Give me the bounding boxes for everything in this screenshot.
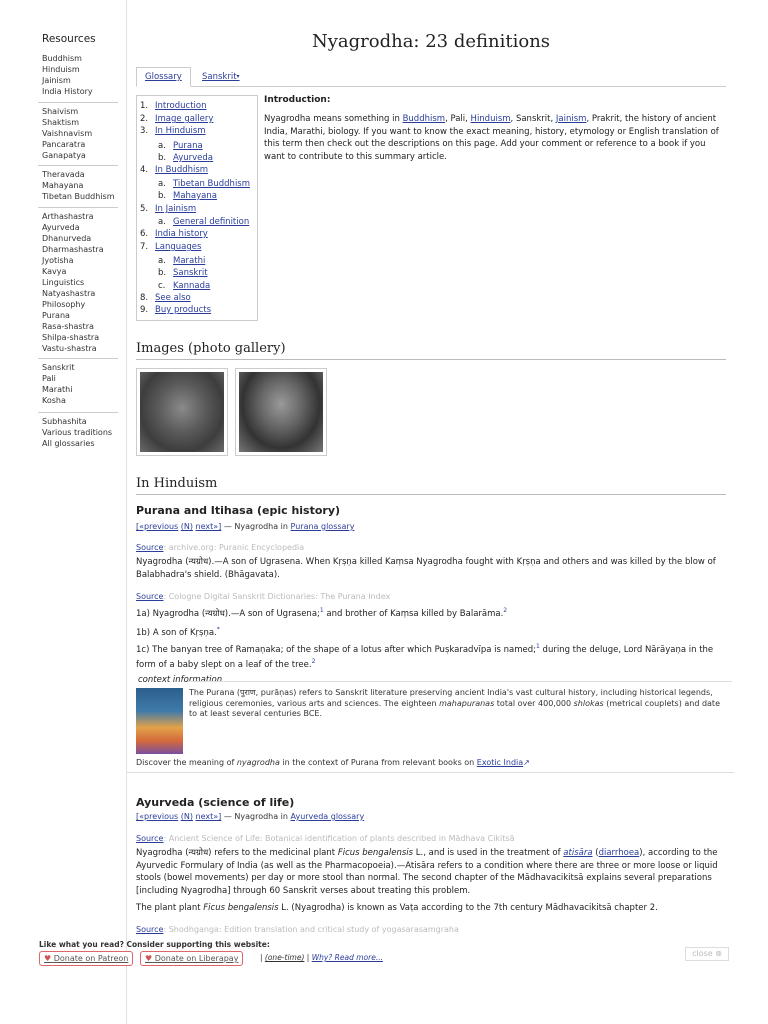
source-link[interactable]: Source bbox=[136, 592, 164, 601]
sidebar-group bbox=[42, 416, 120, 449]
sidebar-item-linguistics[interactable]: Linguistics bbox=[42, 278, 85, 287]
page-title: Nyagrodha: 23 definitions bbox=[311, 31, 551, 52]
sidebar-item-shilpa-shastra[interactable]: Shilpa-shastra bbox=[42, 333, 100, 342]
toc-number: a. bbox=[158, 256, 166, 266]
toc-link-india-history[interactable]: India history bbox=[155, 229, 208, 239]
toc-link-introduction[interactable]: Introduction bbox=[155, 101, 207, 111]
toc-item bbox=[140, 101, 206, 111]
def-text: Nyagrodha (न्यग्रोध) refers to the medicinal plant bbox=[136, 848, 338, 858]
donate-liberapay-label: Donate on Liberapay bbox=[154, 954, 239, 963]
sidebar-item-vastu-shastra[interactable]: Vastu-shastra bbox=[42, 344, 97, 353]
ayurveda-glossary-link[interactable]: Ayurveda glossary bbox=[290, 812, 365, 821]
toc-number: c. bbox=[158, 281, 166, 291]
sidebar-divider bbox=[38, 102, 118, 103]
sidebar-group bbox=[42, 211, 120, 354]
sidebar-item-arthashastra[interactable]: Arthashastra bbox=[42, 212, 94, 221]
sidebar-item-subhashita[interactable]: Subhashita bbox=[42, 417, 87, 426]
sidebar-item-ayurveda[interactable]: Ayurveda bbox=[42, 223, 80, 232]
toc-number: 5. bbox=[140, 204, 149, 214]
sidebar-item-shaivism[interactable]: Shaivism bbox=[42, 107, 79, 116]
sidebar-divider bbox=[38, 358, 118, 359]
sculpture-image bbox=[239, 372, 323, 452]
one-time-note: | (one-time) | Why? Read more... bbox=[260, 953, 383, 962]
toc-item bbox=[140, 305, 211, 315]
sidebar-item-rasa-shastra[interactable]: Rasa-shastra bbox=[42, 322, 94, 331]
toc-item bbox=[140, 204, 196, 214]
sidebar-group bbox=[42, 169, 120, 202]
sidebar bbox=[0, 0, 127, 1024]
toc-number: 9. bbox=[140, 305, 149, 315]
purana-nav bbox=[136, 522, 354, 531]
table-of-contents bbox=[136, 95, 258, 321]
diarrhoea-link[interactable]: diarrhoea bbox=[598, 848, 640, 858]
toc-link-in-buddhism[interactable]: In Buddhism bbox=[155, 165, 209, 175]
def-text: L. (Nyagrodha) is known as Vaṭa according to the 7th century Mādhavacikitsā chapter 2. bbox=[278, 903, 658, 913]
toc-item bbox=[158, 281, 210, 291]
footnote-ref[interactable]: 1 bbox=[319, 607, 324, 614]
one-time-text: (one-time) bbox=[264, 953, 305, 962]
toc-item bbox=[140, 242, 201, 252]
toc-number: b. bbox=[158, 268, 167, 278]
def-em: Ficus bengalensis bbox=[203, 903, 279, 913]
def-text: during the deluge, Lord Nārāyaṇa in the form of a baby slept on a leaf of the tree. bbox=[136, 644, 714, 671]
sidebar-item-hinduism[interactable]: Hinduism bbox=[42, 65, 80, 74]
toc-number: 6. bbox=[140, 229, 149, 239]
toc-link-tibetan-buddhism[interactable]: Tibetan Buddhism bbox=[173, 179, 251, 189]
sidebar-item-philosophy[interactable]: Philosophy bbox=[42, 300, 86, 309]
sidebar-group bbox=[42, 362, 120, 406]
toc-number: 3. bbox=[140, 126, 149, 136]
donate-patreon-label: Donate on Patreon bbox=[53, 954, 129, 963]
def-text: 1a) Nyagrodha (न्यग्रोध).—A son of Ugrasena; bbox=[136, 608, 320, 619]
sidebar-item-all-glossaries[interactable]: All glossaries bbox=[42, 439, 95, 448]
toc-item bbox=[140, 114, 213, 124]
tab-sanskrit-label: Sanskrit bbox=[202, 72, 237, 82]
ctx-part: The Purana (पुराण, purāṇas) refers to Sanskrit literature preserving ancient India's vast cultural history, including historical legends, religious ceremonies, various arts and sciences. The eighteen bbox=[189, 688, 713, 708]
source-line bbox=[136, 592, 390, 601]
ayurveda-nav bbox=[136, 812, 364, 821]
crumb-text: — Nyagrodha in bbox=[221, 522, 291, 531]
toc-item bbox=[158, 268, 208, 278]
def-text: L., and is used in the treatment of bbox=[413, 848, 564, 858]
sidebar-item-buddhism[interactable]: Buddhism bbox=[42, 54, 82, 63]
ayurveda-definition: Nyagrodha (न्यग्रोध) refers to the medicinal plant Ficus bengalensis L., and is used in the treatment of atisāra (diarrhoea), according to the Ayurvedic Formulary of India (as well as the Pharmacopoeia).—Atisāra refers to a condition where there are three or more loose or liquid stools (bowel movements) per day or more stool than normal. The second chapter of the Mādhavacikitsā explains several preparations [including Nyagrodha] through 60 Sanskrit verses about treating this problem. bbox=[136, 848, 718, 896]
toc-number: b. bbox=[158, 191, 167, 201]
ctx-em: shlokas bbox=[573, 698, 604, 708]
sidebar-item-pali[interactable]: Pali bbox=[42, 374, 56, 383]
def-text: The plant plant bbox=[136, 903, 204, 913]
toc-link-ayurveda[interactable]: Ayurveda bbox=[173, 153, 214, 163]
intro-text-part: , Pali, bbox=[445, 114, 471, 124]
footnote-ref[interactable]: 1 bbox=[536, 643, 540, 650]
toc-link-image-gallery[interactable]: Image gallery bbox=[155, 114, 214, 124]
heart-icon: ♥ bbox=[145, 954, 153, 963]
intro-text bbox=[264, 113, 726, 163]
sidebar-item-mahayana[interactable]: Mahayana bbox=[42, 181, 84, 190]
source-link[interactable]: Source bbox=[136, 834, 164, 843]
toc-link-sanskrit[interactable]: Sanskrit bbox=[173, 268, 208, 278]
link-hinduism[interactable]: Hinduism bbox=[470, 114, 511, 124]
discover-text: Discover the meaning of bbox=[136, 758, 237, 767]
sidebar-item-various-traditions[interactable]: Various traditions bbox=[42, 428, 113, 437]
toc-number: 8. bbox=[140, 293, 149, 303]
sidebar-item-natyashastra[interactable]: Natyashastra bbox=[42, 289, 96, 298]
toc-number: 4. bbox=[140, 165, 149, 175]
source-text: : Ancient Science of Life: Botanical identification of plants described in Mādhava Cikitsā bbox=[163, 834, 515, 843]
sidebar-item-dhanurveda[interactable]: Dhanurveda bbox=[42, 234, 92, 243]
n-link[interactable]: (N) bbox=[180, 812, 193, 821]
divider bbox=[188, 681, 732, 682]
atisara-link[interactable] bbox=[563, 848, 592, 858]
purana-heading: Purana and Itihasa (epic history) bbox=[136, 504, 341, 517]
section-heading-hinduism: In Hinduism bbox=[136, 476, 726, 495]
source-line bbox=[136, 543, 304, 552]
def-em: atisāra bbox=[563, 848, 593, 858]
sidebar-group bbox=[42, 106, 120, 161]
discover-em: nyagrodha bbox=[236, 758, 280, 767]
ayurveda-definition-2 bbox=[136, 902, 726, 915]
toc-link-kannada[interactable]: Kannada bbox=[173, 281, 211, 291]
toc-item bbox=[140, 165, 208, 175]
crumb-text: — Nyagrodha in bbox=[221, 812, 291, 821]
why-read-more-link[interactable]: Why? Read more... bbox=[311, 953, 383, 962]
intro-heading: Introduction: bbox=[264, 95, 331, 105]
sidebar-divider bbox=[38, 165, 118, 166]
sidebar-item-shaktism[interactable]: Shaktism bbox=[42, 118, 80, 127]
sidebar-title: Resources bbox=[42, 33, 96, 45]
toc-item bbox=[140, 229, 208, 239]
purana-illustration bbox=[136, 688, 183, 754]
sidebar-item-dharmashastra[interactable]: Dharmashastra bbox=[42, 245, 104, 254]
previous-link[interactable]: [«previous bbox=[136, 522, 179, 531]
toc-link-languages[interactable]: Languages bbox=[155, 242, 202, 252]
discover-line bbox=[136, 758, 530, 767]
link-buddhism[interactable]: Buddhism bbox=[402, 114, 446, 124]
toc-item bbox=[140, 126, 206, 136]
toc-number: a. bbox=[158, 179, 166, 189]
toc-item bbox=[158, 179, 250, 189]
source-line bbox=[136, 925, 459, 934]
def-text: 1b) A son of Kṛṣṇa. bbox=[136, 627, 217, 638]
intro-text-part: , Prakrit, the history of ancient India, Marathi, biology. If you want to know the exact meaning, history, etymology or English translation of this term then check out the descriptions on this page. Add your comment or reference to a book if you want to contribute to this summary article. bbox=[264, 114, 719, 162]
toc-number: 1. bbox=[140, 101, 149, 111]
divider bbox=[127, 772, 734, 773]
toc-item bbox=[158, 141, 203, 151]
sidebar-item-purana[interactable]: Purana bbox=[42, 311, 70, 320]
sidebar-divider bbox=[38, 412, 118, 413]
tab-bar bbox=[136, 67, 726, 87]
intro-text-part: , Sanskrit, bbox=[510, 114, 556, 124]
sidebar-item-jyotisha[interactable]: Jyotisha bbox=[42, 256, 74, 265]
sidebar-item-theravada[interactable]: Theravada bbox=[42, 170, 85, 179]
donate-liberapay-button[interactable] bbox=[140, 951, 243, 966]
gallery-heading: Images (photo gallery) bbox=[136, 341, 726, 360]
toc-link-mahayana[interactable]: Mahayana bbox=[173, 191, 217, 201]
context-label: context information bbox=[138, 675, 223, 685]
source-link[interactable]: Source bbox=[136, 925, 164, 934]
ctx-part: (metrical couplets) and date to at least several centuries BCE. bbox=[189, 698, 720, 718]
previous-link[interactable]: [«previous bbox=[136, 812, 179, 821]
context-text bbox=[189, 688, 729, 720]
tab-glossary[interactable]: Glossary bbox=[136, 67, 191, 87]
ayurveda-heading: Ayurveda (science of life) bbox=[136, 796, 295, 809]
source-line bbox=[136, 834, 514, 843]
toc-item bbox=[158, 191, 217, 201]
toc-item bbox=[158, 153, 213, 163]
toc-link-general-definition[interactable]: General definition bbox=[173, 217, 250, 227]
donate-patreon-button[interactable] bbox=[39, 951, 133, 966]
source-text: : Shodhganga: Edition translation and critical study of yogasarasamgraha bbox=[163, 925, 459, 934]
chevron-down-icon: ▾ bbox=[236, 73, 240, 80]
toc-number: b. bbox=[158, 153, 167, 163]
footnote-ref[interactable]: * bbox=[216, 626, 220, 633]
toc-link-marathi[interactable]: Marathi bbox=[173, 256, 206, 266]
sidebar-item-sanskrit[interactable]: Sanskrit bbox=[42, 363, 75, 372]
definition-1c bbox=[136, 641, 726, 672]
next-link[interactable]: next»] bbox=[195, 812, 222, 821]
def-text: and brother of Kaṃsa killed by Balarāma. bbox=[323, 608, 504, 619]
source-link[interactable]: Source bbox=[136, 543, 164, 552]
sidebar-item-kavya[interactable]: Kavya bbox=[42, 267, 67, 276]
sidebar-item-ganapatya[interactable]: Ganapatya bbox=[42, 151, 86, 160]
external-link-icon: ↗ bbox=[523, 758, 530, 767]
sidebar-group bbox=[42, 53, 120, 97]
toc-link-see-also[interactable]: See also bbox=[155, 293, 191, 303]
close-button[interactable]: close ⊗ bbox=[685, 947, 729, 961]
sculpture-image bbox=[140, 372, 224, 452]
def-text: 1c) The banyan tree of Ramaṇaka; of the shape of a lotus after which Puṣkaradvīpa is named; bbox=[136, 644, 537, 655]
sidebar-item-jainism[interactable]: Jainism bbox=[42, 76, 71, 85]
definition-text: Nyagrodha (न्यग्रोध).—A son of Ugrasena. When Kṛṣṇa killed Kaṃsa Nyagrodha fought with Kṛṣṇa and others and was killed by the blow of Balabhadra's shield. (Bhāgavata). bbox=[136, 557, 716, 580]
toc-number: 7. bbox=[140, 242, 149, 252]
purana-glossary-link[interactable]: Purana glossary bbox=[290, 522, 355, 531]
sidebar-divider bbox=[38, 207, 118, 208]
sidebar-item-kosha[interactable]: Kosha bbox=[42, 396, 66, 405]
def-text: , according to the Ayurvedic Formulary of India (as well as the Pharmacopoeia).—Atisāra refers to a condition where there are three or more loose or liquid stools (bowel movements) per day or more stool than normal. The second chapter of the Mādhavacikitsā explains several preparations [including Nyagrodha] through 60 Sanskrit verses about treating this problem. bbox=[136, 848, 718, 896]
sidebar-item-vaishnavism[interactable]: Vaishnavism bbox=[42, 129, 93, 138]
def-em: Ficus bengalensis bbox=[337, 848, 414, 858]
exotic-india-link[interactable]: Exotic India bbox=[476, 758, 524, 767]
sidebar-item-tibetan-buddhism[interactable]: Tibetan Buddhism bbox=[42, 192, 115, 201]
toc-number: 2. bbox=[140, 114, 149, 124]
sidebar-item-marathi[interactable]: Marathi bbox=[42, 385, 73, 394]
heart-icon: ♥ bbox=[44, 954, 52, 963]
toc-link-in-hinduism[interactable]: In Hinduism bbox=[155, 126, 206, 136]
toc-item bbox=[158, 256, 205, 266]
sidebar-item-india-history[interactable]: India History bbox=[42, 87, 93, 96]
source-text: : Cologne Digital Sanskrit Dictionaries: The Purana Index bbox=[163, 592, 391, 601]
next-link[interactable]: next»] bbox=[195, 522, 222, 531]
footnote-ref[interactable]: 2 bbox=[503, 607, 508, 614]
footnote-ref[interactable]: 2 bbox=[311, 658, 316, 666]
definition-1b bbox=[136, 624, 726, 639]
sidebar-item-pancaratra[interactable]: Pancaratra bbox=[42, 140, 86, 149]
ctx-em: mahapuranas bbox=[439, 698, 495, 708]
toc-number: a. bbox=[158, 217, 166, 227]
toc-number: a. bbox=[158, 141, 166, 151]
intro-text-part: Nyagrodha means something in bbox=[264, 114, 403, 124]
toc-link-buy-products[interactable]: Buy products bbox=[155, 305, 212, 315]
link-jainism[interactable]: Jainism bbox=[555, 114, 587, 124]
toc-link-in-jainism[interactable]: In Jainism bbox=[155, 204, 197, 214]
donate-prompt: Like what you read? Consider supporting this website: bbox=[39, 940, 270, 949]
discover-text: in the context of Purana from relevant books on bbox=[279, 758, 477, 767]
toc-item bbox=[140, 293, 191, 303]
n-link[interactable]: (N) bbox=[180, 522, 193, 531]
definition-1a bbox=[136, 605, 726, 620]
gallery-image-1[interactable] bbox=[136, 368, 228, 456]
toc-link-purana[interactable]: Purana bbox=[173, 141, 203, 151]
toc-item bbox=[158, 217, 249, 227]
source-text: : archive.org: Puranic Encyclopedia bbox=[163, 543, 305, 552]
tab-sanskrit[interactable] bbox=[194, 67, 248, 87]
ctx-part: total over 400,000 bbox=[494, 698, 574, 708]
gallery-image-2[interactable] bbox=[235, 368, 327, 456]
